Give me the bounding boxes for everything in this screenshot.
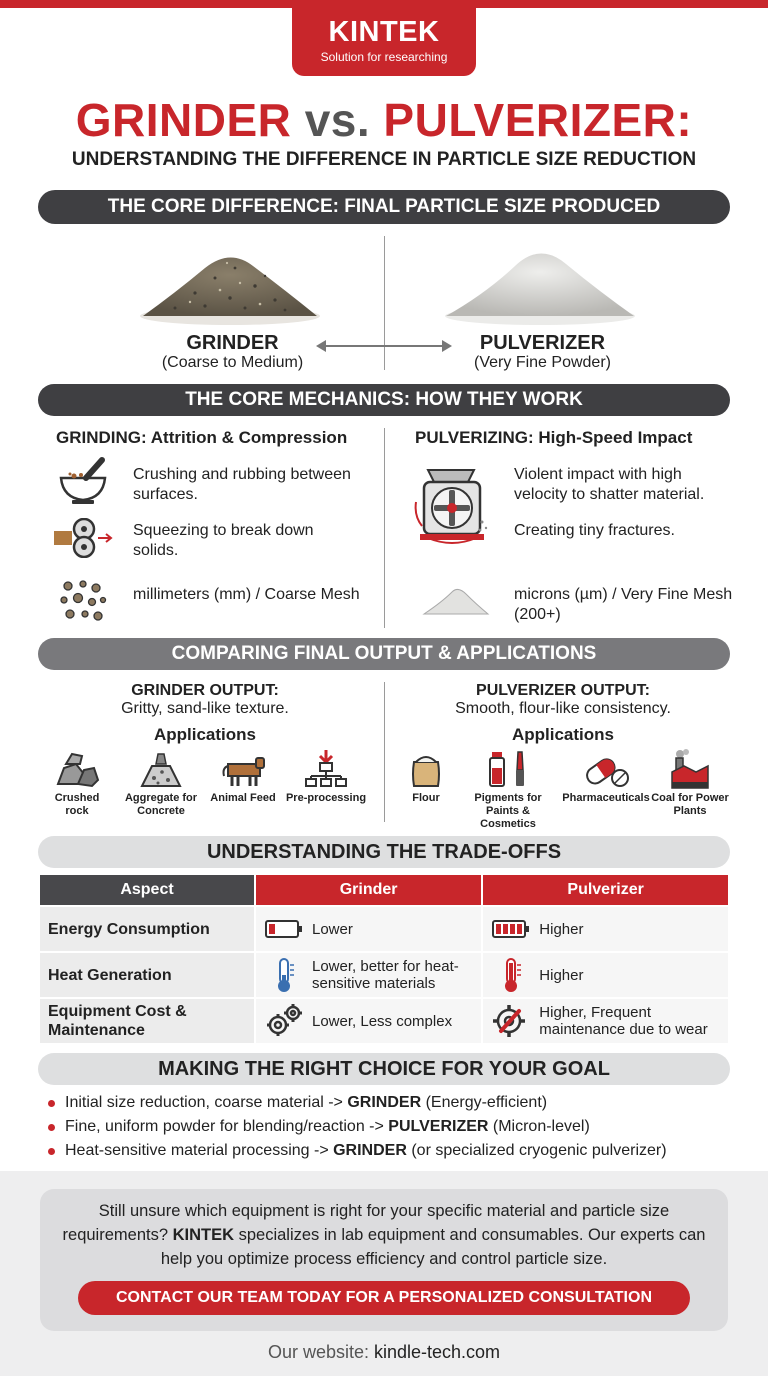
logo-tagline: Solution for researching [320,50,448,64]
row-grinder-value: Lower [312,920,353,938]
website-link[interactable]: kindle-tech.com [373,1342,501,1362]
app-animal-feed: Animal Feed [210,792,276,804]
app-pigments: Pigments for Paints & Cosmetics [474,792,542,830]
page-title [0,92,768,148]
contact-button[interactable]: CONTACT OUR TEAM TODAY FOR A PERSONALIZED CONSULTATION [78,1281,690,1315]
battery-low-icon [264,918,304,940]
cta-text: Still unsure which equipment is right for your specific material and particle size requirements? KINTEK specializes in lab equipment and consumables. Our experts can help you optimize process efficiency and control particle size. [62,1202,706,1268]
coarse-granules-pile-image [135,238,325,328]
grinding-title: GRINDING: Attrition & Compression [56,428,348,447]
list-item: Fine, uniform powder for blending/reaction -> PULVERIZER (Micron-level) [48,1115,667,1139]
title-vs: vs. [304,94,371,146]
list-item: Initial size reduction, coarse material -> GRINDER (Energy-efficient) [48,1091,667,1115]
double-arrow-icon [316,339,452,353]
gears-icon [264,1003,304,1039]
app-pharmaceuticals: Pharmaceuticals [562,792,650,804]
row-aspect: Heat Generation [40,953,254,997]
grinder-applications-title: Applications [153,725,256,744]
logo-brand: KINTEK [328,16,440,48]
pill-capsule-icon [584,750,630,790]
rollers-icon [54,518,116,558]
thermometer-low-icon [264,957,304,993]
fine-powder-pile-image [440,234,640,328]
row-grinder-cell [256,907,481,951]
row-pulverizer-cell [483,953,728,997]
core-grinder-label: GRINDER [186,332,279,354]
power-plant-icon [668,748,712,790]
pre-processing-icon [303,748,349,788]
flour-bag-icon [406,750,446,790]
choice-list [48,1091,667,1163]
core-pulverizer-sub: (Very Fine Powder) [474,354,611,371]
row-pulverizer-cell [483,999,728,1043]
pulverizing-item-1: Violent impact with high velocity to shatter material. [514,466,705,503]
impact-mill-icon [414,466,490,550]
pulverizer-output-title: PULVERIZER OUTPUT: [476,682,650,699]
coarse-particles-icon [58,578,108,626]
table-header-row [40,875,728,905]
crushed-rock-icon [54,750,100,788]
row-pulverizer-value: Higher [539,966,584,984]
powder-pile-icon [422,586,490,618]
row-pulverizer-cell [483,907,728,951]
list-item: Heat-sensitive material processing -> GRINDER (or specialized cryogenic pulverizer) [48,1139,667,1163]
pulverizer-output-desc: Smooth, flour-like consistency. [455,700,671,717]
app-coal: Coal for Power Plants [651,792,729,817]
table-row [40,907,728,951]
app-flour: Flour [412,792,440,804]
kintek-logo [292,0,476,76]
tradeoffs-table [38,873,730,1045]
output-heading: COMPARING FINAL OUTPUT & APPLICATIONS [38,638,730,670]
pulverizing-title: PULVERIZING: High-Speed Impact [415,428,693,447]
concrete-aggregate-icon [138,750,184,788]
title-pulverizer: PULVERIZER: [383,94,693,146]
row-grinder-value: Lower, Less complex [312,1012,453,1030]
thermometer-high-icon [491,957,531,993]
mechanics-heading: THE CORE MECHANICS: HOW THEY WORK [38,384,730,416]
row-pulverizer-value: Higher, Frequent maintenance due to wear [539,1004,708,1038]
choice-heading: MAKING THE RIGHT CHOICE FOR YOUR GOAL [38,1053,730,1085]
app-crushed-rock: Crushed rock [54,792,100,817]
pigments-icon [486,748,530,790]
mortar-pestle-icon [56,456,110,506]
row-grinder-cell [256,953,481,997]
page-subtitle: UNDERSTANDING THE DIFFERENCE IN PARTICLE SIZE REDUCTION [71,149,697,170]
column-grinder: Grinder [256,875,481,905]
core-grinder-sub: (Coarse to Medium) [161,354,304,371]
tradeoffs-heading: UNDERSTANDING THE TRADE-OFFS [38,836,730,868]
cow-icon [220,752,266,788]
pulverizer-applications-title: Applications [511,725,614,744]
core-difference-heading: THE CORE DIFFERENCE: FINAL PARTICLE SIZE PRODUCED [38,190,730,224]
grinding-item-2: Squeezing to break down solids. [133,522,314,559]
table-row [40,999,728,1043]
grinder-output-desc: Gritty, sand-like texture. [121,700,289,717]
row-grinder-value: Lower, better for heat-sensitive materials [312,958,459,992]
row-pulverizer-value: Higher [539,920,584,938]
divider [384,428,385,628]
grinding-item-1: Crushing and rubbing between surfaces. [133,466,351,503]
table-row [40,953,728,997]
pulverizing-item-2: Creating tiny fractures. [514,522,675,539]
grinder-output-title: GRINDER OUTPUT: [131,682,279,699]
divider [384,682,385,822]
app-aggregate-concrete: Aggregate for Concrete [124,792,198,817]
column-aspect: Aspect [40,875,254,905]
pulverizing-item-3: microns (µm) / Very Fine Mesh (200+) [514,586,733,623]
column-pulverizer: Pulverizer [483,875,728,905]
row-grinder-cell [256,999,481,1043]
app-pre-processing: Pre-processing [285,792,367,804]
row-aspect: Equipment Cost & Maintenance [40,999,254,1043]
core-pulverizer-label: PULVERIZER [479,332,606,354]
grinding-item-3: millimeters (mm) / Coarse Mesh [133,586,360,603]
website-line: Our website: kindle-tech.com [267,1342,501,1362]
gear-wrench-icon [491,1003,531,1039]
row-aspect: Energy Consumption [40,907,254,951]
title-grinder: GRINDER [75,94,292,146]
battery-full-icon [491,918,531,940]
